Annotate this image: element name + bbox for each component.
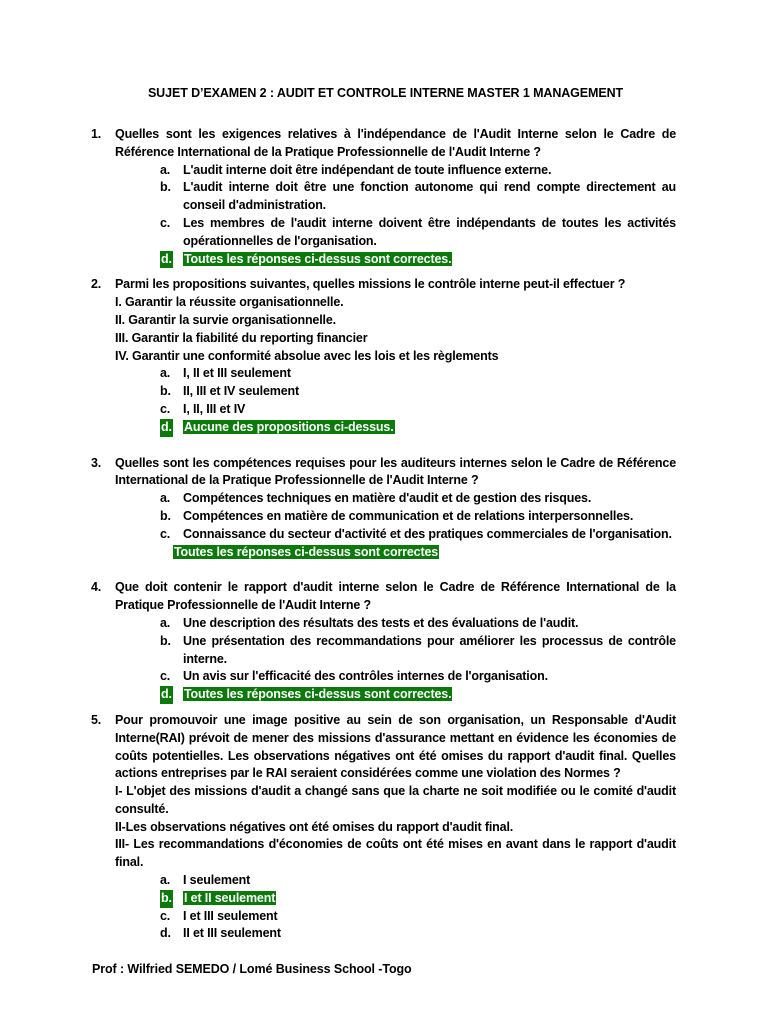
option-c: c. I, II, III et IV bbox=[160, 401, 246, 416]
correct-answer-highlight: Toutes les réponses ci-dessus sont correctes. bbox=[184, 251, 452, 266]
correct-answer-highlight: Aucune des propositions ci-dessus. bbox=[184, 419, 394, 434]
option-b: b. II, III et IV seulement bbox=[160, 384, 300, 399]
question-text: Que doit contenir le rapport d'audit interne selon le Cadre de Référence International de la Pratique Professionnelle de l'Audit Interne ? bbox=[115, 580, 676, 613]
option-c: c. Un avis sur l'efficacité des contrôles internes de l'organisation. bbox=[160, 669, 548, 684]
option-list bbox=[115, 490, 676, 561]
proposition-line: I- L'objet des missions d'audit a changé sans que la charte ne soit modifiée ou le comité d'audit consulté. bbox=[115, 784, 676, 816]
question-text: Pour promouvoir une image positive au sein de son organisation, un Responsable d'Audit Interne(RAI) prévoit de mener des missions d'assurance mettant en évidence les économies de coûts potentielles. Les observations négatives ont été omises du rapport d'audit final. Quelles actions entreprises par le RAI seraient considérées comme une violation des Normes ? bbox=[115, 712, 676, 781]
page-footer: Prof : Wilfried SEMEDO / Lomé Business School -Togo bbox=[92, 962, 412, 976]
correct-answer-highlight: Toutes les réponses ci-dessus sont correctes bbox=[174, 544, 439, 559]
proposition-line: I. Garantir la réussite organisationnelle. bbox=[115, 295, 344, 310]
option-list bbox=[115, 615, 676, 704]
question-text: Quelles sont les exigences relatives à l'indépendance de l'Audit Interne selon le Cadre de Référence International de la Pratique Professionnelle de l'Audit Interne ? bbox=[115, 127, 676, 159]
option-correct bbox=[115, 544, 676, 562]
option-list bbox=[115, 872, 676, 943]
option-b: b. L'audit interne doit être une fonction autonome qui rend compte directement au conseil d'administration. bbox=[160, 180, 676, 213]
question-number: 3. bbox=[91, 455, 102, 470]
correct-answer-highlight: I et II seulement bbox=[184, 890, 276, 905]
option-a: a. I seulement bbox=[160, 873, 251, 888]
exam-title: SUJET D’EXAMEN 2 : AUDIT ET CONTROLE INTERNE MASTER 1 MANAGEMENT bbox=[147, 86, 624, 100]
option-d: d. II et III seulement bbox=[160, 926, 281, 941]
question-text: Quelles sont les compétences requises pour les auditeurs internes selon le Cadre de Référence International de la Pratique Professionnelle de l'Audit Interne ? bbox=[115, 455, 676, 488]
proposition-line: II. Garantir la survie organisationnelle. bbox=[115, 312, 337, 327]
correct-answer-highlight: Toutes les réponses ci-dessus sont correctes. bbox=[184, 687, 452, 702]
option-c: c. I et III seulement bbox=[160, 908, 278, 923]
option-list bbox=[115, 162, 676, 269]
question-1 bbox=[91, 126, 676, 268]
option-a: a. L'audit interne doit être indépendant de toute influence externe. bbox=[160, 162, 552, 177]
proposition-line: III- Les recommandations d'économies de coûts ont été mises en avant dans le rapport d'audit final. bbox=[115, 837, 676, 870]
option-a: a. I, II et III seulement bbox=[160, 366, 291, 381]
question-text: Parmi les propositions suivantes, quelles missions le contrôle interne peut-il effectuer ? bbox=[115, 277, 626, 292]
question-number: 1. bbox=[91, 127, 102, 141]
option-b: b. Compétences en matière de communication et de relations interpersonnelles. bbox=[160, 508, 634, 523]
question-number: 4. bbox=[91, 580, 102, 595]
option-a: a. Une description des résultats des tests et des évaluations de l'audit. bbox=[160, 615, 579, 630]
option-d-correct: d. Aucune des propositions ci-dessus. bbox=[115, 419, 676, 437]
option-b: b. Une présentation des recommandations pour améliorer les processus de contrôle interne. bbox=[160, 633, 676, 666]
option-c: c. Les membres de l'audit interne doivent être indépendants de toutes les activités opérationnelles de l'organisation. bbox=[160, 215, 676, 248]
proposition-line: III. Garantir la fiabilité du reporting financier bbox=[115, 330, 368, 345]
option-c: c. Connaissance du secteur d'activité et des pratiques commerciales de l'organisation. bbox=[160, 526, 672, 541]
question-5 bbox=[91, 712, 676, 943]
question-3 bbox=[91, 455, 676, 572]
option-list bbox=[115, 365, 676, 436]
question-number: 5. bbox=[91, 712, 102, 727]
option-d-correct: d. Toutes les réponses ci-dessus sont correctes. bbox=[115, 686, 676, 704]
option-b-correct: b. I et II seulement bbox=[115, 890, 676, 908]
question-2 bbox=[91, 276, 676, 446]
option-d-correct: d. Toutes les réponses ci-dessus sont correctes. bbox=[115, 251, 676, 269]
option-a: a. Compétences techniques en matière d'audit et de gestion des risques. bbox=[160, 491, 592, 506]
question-number: 2. bbox=[91, 277, 102, 292]
proposition-line: II-Les observations négatives ont été omises du rapport d'audit final. bbox=[115, 819, 514, 834]
proposition-line: IV. Garantir une conformité absolue avec les lois et les règlements bbox=[115, 348, 499, 363]
question-4 bbox=[91, 579, 676, 704]
